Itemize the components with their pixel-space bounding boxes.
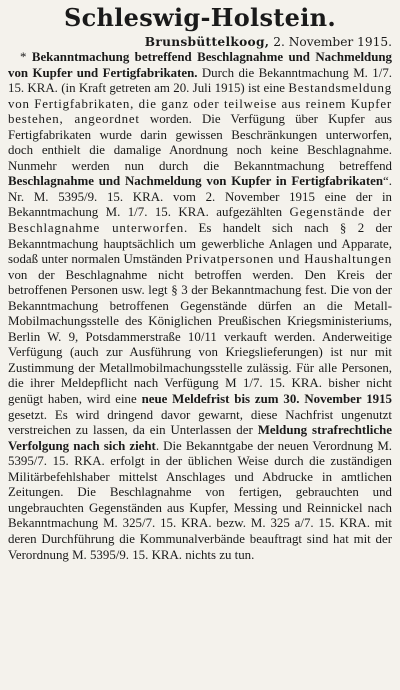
lead-marker: * bbox=[20, 50, 27, 64]
dateline-date: 2. November 1915. bbox=[273, 35, 392, 49]
emphasis-privatpersonen: Privatpersonen und Haushaltungen bbox=[185, 252, 392, 267]
emphasis-meldefrist: neue Meldefrist bis zum 30. November 1915 bbox=[141, 392, 392, 407]
dateline bbox=[8, 35, 392, 50]
article-paragraph bbox=[8, 50, 392, 563]
article-text-6: gesetzt. Es wird dringend davor gewarnt, diese Nachfrist ungenutzt verstreichen zu lassen, da ein Unterlassen der bbox=[8, 407, 392, 438]
article-text-1: Durch die Bekanntmachung M. 1/7. 15. KRA. (in Kraft getreten am 20. Juli 1915) ist eine bbox=[8, 65, 392, 96]
emphasis-strafverfolgung: Meldung strafrechtliche Verfolgung nach sich zieht bbox=[8, 423, 392, 453]
dateline-place: Brunsbüttelkoog, bbox=[144, 35, 270, 49]
article-text-5: von der Beschlagnahme nicht betroffen werden. Den Kreis der betroffenen Personen usw. legt § 3 der Bekanntmachung fest. Die von der Bekanntmachung betroffenen Gegenstände dürfen an die Metall-Mobilmachungsstelle des Königlichen Preußischen Kriegsministeriums, Berlin W. 9, Potsdammerstraße 10/11 verkauft werden. Anderweitige Verfügung (auch zur Ausführung von Kriegslieferungen) ist nur mit Zustimmung der Metallmobilmachungsstelle zulässig. Für alle Personen, die ihrer Meldepflicht nach Verfügung M 1/7. 15. KRA. bisher nicht genügt haben, wird eine bbox=[8, 267, 392, 407]
article-text-3: “. Nr. M. 5395/9. 15. KRA. vom 2. November 1915 eine der in Bekanntmachung M. 1/7. 15. KRA. aufgezählten bbox=[8, 174, 392, 220]
emphasis-bestandsmeldung: Bestandsmeldung von Fertigfabrikaten, die ganz oder teilweise aus reinem Kupfer bestehen, angeordnet bbox=[8, 81, 392, 127]
headline: Schleswig-Holstein. bbox=[63, 3, 337, 32]
article-text-7: . Die Bekanntgabe der neuen Verordnung M. 5395/7. 15. RKA. erfolgt in der üblichen Weise durch die zuständigen Militärbefehlshaber mittelst Anschlages und Abdrucke in amtlichen Zeitungen. Die Beschlagnahme von fertigen, gebrauchten und ungebrauchten Gegenständen aus Kupfer, Messing und Reinnickel nach Bekanntmachung M. 325/7. 15. KRA. bezw. M. 325 a/7. 15. KRA. mit deren Durchführung die Kommunalverbände beauftragt sind hat mit der Verordnung M. 5395/9. 15. KRA. nichts zu tun. bbox=[8, 438, 393, 562]
article-text-4: . Es handelt sich nach § 2 der Bekanntmachung hauptsächlich um gewerbliche Anlagen und Apparate, sodaß unter normalen Umständen bbox=[8, 221, 393, 267]
emphasis-beschlagnahme: Gegenstände der Beschlagnahme unterworfen bbox=[8, 205, 392, 236]
article-lead: Bekanntmachung betreffend Beschlagnahme und Nachmeldung von Kupfer und Fertigfabrikaten. bbox=[8, 50, 392, 80]
emphasis-title-reference: Beschlagnahme und Nachmeldung von Kupfer in Fertigfabrikaten bbox=[8, 174, 384, 189]
article-text-2: worden. Die Verfügung über Kupfer aus Fertigfabrikaten wurde darin gewissen Beschränkungen unterworfen, doch enthielt die damalige Anordnung noch keine Beschlagnahme. Nunmehr werden nun durch die Bekanntmachung betreffend bbox=[8, 112, 392, 173]
article-body bbox=[8, 50, 392, 563]
